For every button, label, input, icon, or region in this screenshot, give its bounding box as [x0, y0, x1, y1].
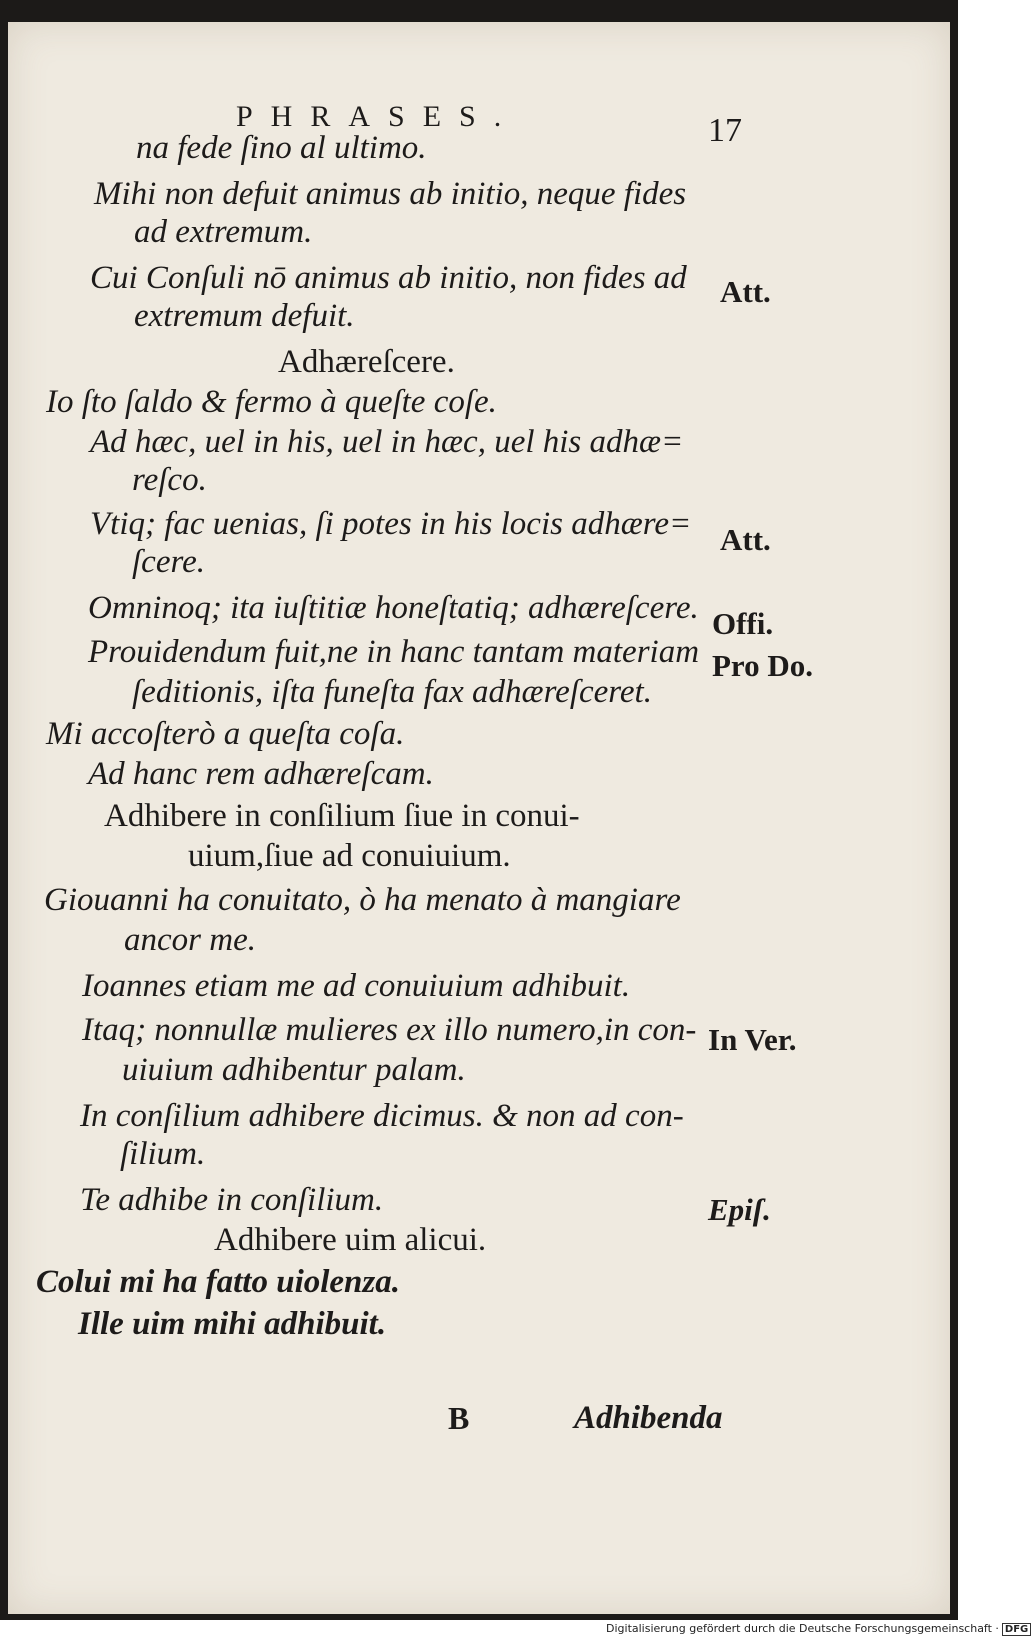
text-line: Ad hæc, uel in his, uel in hæc, uel his adhæ= — [90, 424, 684, 460]
margin-note: Att. — [720, 274, 771, 309]
text-line: na fede ſino al ultimo. — [136, 130, 427, 166]
section-heading: Adhibere in conſilium ſiue in conui- — [104, 798, 580, 834]
margin-note: Pro Do. — [712, 648, 814, 683]
text-line: In conſilium adhibere dicimus. & non ad con- — [80, 1098, 684, 1134]
text-line: Mi accoſterò a queſta coſa. — [46, 716, 405, 752]
digitization-footer — [606, 1622, 1031, 1636]
text-line: Itaq; nonnullæ mulieres ex illo numero,in con- — [82, 1012, 697, 1048]
running-title: PHRASES. — [236, 100, 520, 133]
signature-mark: B — [448, 1400, 470, 1436]
text-line: Cui Conſuli nō animus ab initio, non fides ad — [90, 260, 687, 296]
text-line: Colui mi ha fatto uiolenza. — [36, 1264, 400, 1300]
text-line: Mihi non defuit animus ab initio, neque fides — [94, 176, 687, 212]
text-line: reſco. — [132, 462, 207, 498]
margin-note: Epiſ. — [708, 1192, 771, 1227]
text-line: Prouidendum fuit,ne in hanc tantam materiam — [88, 634, 700, 670]
text-line: Omninoq; ita iuſtitiæ honeſtatiq; adhæreſcere. — [88, 590, 699, 626]
section-heading: Adhibere uim alicui. — [214, 1222, 487, 1258]
text-line: uiuium adhibentur palam. — [122, 1052, 466, 1088]
text-line: ad extremum. — [134, 214, 313, 250]
text-line: ſilium. — [120, 1136, 206, 1172]
section-heading: Adhæreſcere. — [278, 344, 455, 380]
text-line: Ioannes etiam me ad conuiuium adhibuit. — [82, 968, 631, 1004]
margin-note: Att. — [720, 522, 771, 557]
footer-text: Digitalisierung gefördert durch die Deutsche Forschungsgemeinschaft · — [606, 1622, 999, 1635]
text-line: extremum defuit. — [134, 298, 355, 334]
text-line: ſcere. — [132, 544, 205, 580]
text-line: Te adhibe in conſilium. — [80, 1182, 384, 1218]
text-line: ſeditionis, iſta funeſta fax adhæreſceret. — [132, 674, 652, 710]
section-heading-cont: uium,ſiue ad conuiuium. — [188, 838, 511, 874]
text-line: Ille uim mihi adhibuit. — [78, 1306, 387, 1342]
text-line: Giouanni ha conuitato, ò ha menato à mangiare — [44, 882, 681, 918]
margin-note: In Ver. — [708, 1022, 797, 1057]
dfg-logo: DFG — [1002, 1623, 1031, 1636]
text-line: Io ſto ſaldo & fermo à queſte coſe. — [46, 384, 497, 420]
book-page — [8, 22, 950, 1614]
text-line: Vtiq; fac uenias, ſi potes in his locis adhære= — [90, 506, 692, 542]
margin-note: Offi. — [712, 606, 774, 641]
text-line: ancor me. — [124, 922, 256, 958]
text-line: Ad hanc rem adhæreſcam. — [88, 756, 434, 792]
catchword: Adhibenda — [574, 1400, 723, 1436]
page-number: 17 — [708, 112, 742, 149]
